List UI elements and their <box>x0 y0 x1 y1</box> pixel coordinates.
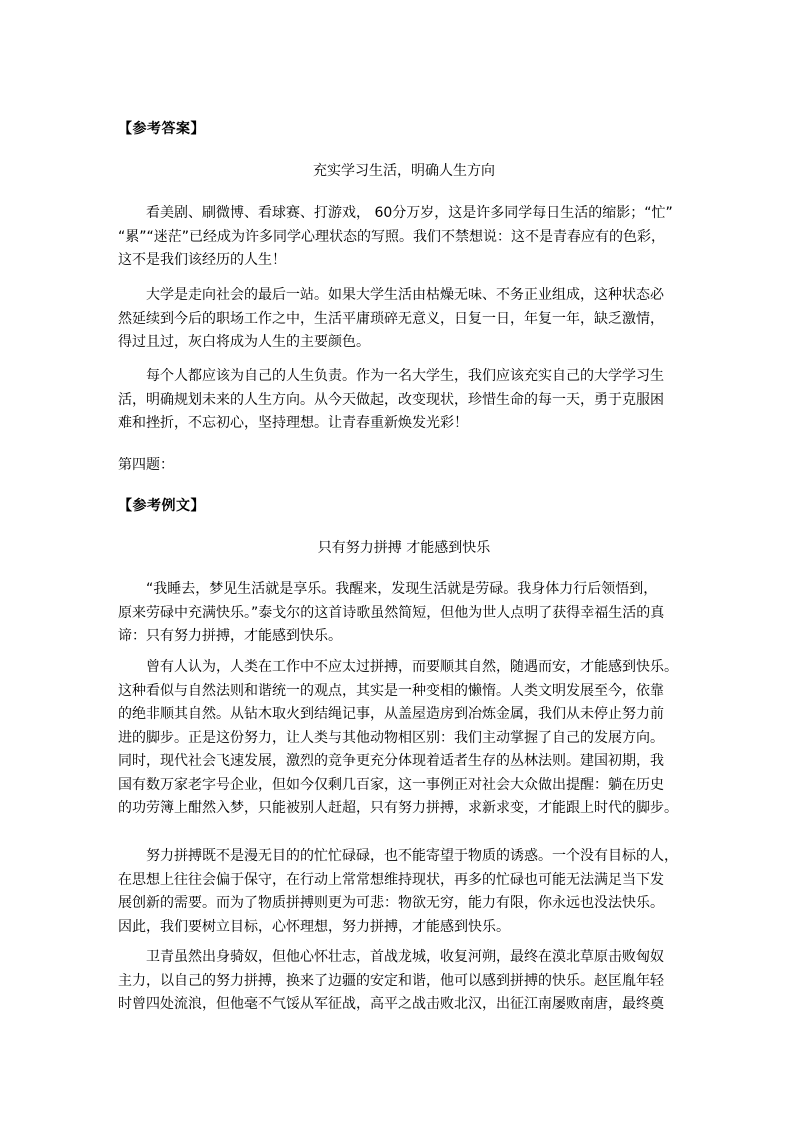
text-line: 这种看似与自然法则和谐统一的观点，其实是一种变相的懒惰。人类文明发展至今，依靠 <box>118 682 664 699</box>
text-line: 每个人都应该为自己的人生负责。作为一名大学生，我们应该充实自己的大学学习生 <box>146 368 664 384</box>
text-line: 的绝非顺其自然。从钻木取火到结绳记事，从盖屋造房到冶炼金属，我们从未停止努力前 <box>118 706 664 722</box>
essay1-paragraph-3 <box>118 365 690 436</box>
text-line: 的功劳簿上酣然入梦，只能被别人赶超，只有努力拼搏，求新求变，才能跟上时代的脚步。 <box>118 800 678 816</box>
question-label: 第四题： <box>118 457 174 473</box>
essay1-paragraph-2 <box>118 284 690 355</box>
text-line: 得过且过，灰白将成为人生的主要颜色。 <box>118 334 370 350</box>
answer-heading: 【参考答案】 <box>118 121 205 137</box>
essay1-paragraph-1 <box>118 202 690 273</box>
text-line: 卫青虽然出身骑奴，但他心怀壮志，首战龙城，收复河朔，最终在漠北草原击败匈奴 <box>146 949 664 965</box>
text-line: 曾有人认为，人类在工作中不应太过拼搏，而要顺其自然，随遇而安，才能感到快乐。 <box>146 659 678 675</box>
example-heading: 【参考例文】 <box>118 498 205 514</box>
text-line: 因此，我们要树立目标，心怀理想，努力拼搏，才能感到快乐。 <box>118 918 510 935</box>
text-line: 在思想上往往会偏于保守，在行动上常常想维持现状，再多的忙碌也可能无法满足当下发 <box>118 871 664 888</box>
essay2-paragraph-3 <box>118 845 690 939</box>
text-line: “累”“迷茫”已经成为许多同学心理状态的写照。我们不禁想说：这不是青春应有的色彩， <box>118 228 666 245</box>
text-line: 大学是走向社会的最后一站。如果大学生活由枯燥无味、不务正业组成，这种状态必 <box>146 287 664 303</box>
text-line: 谛：只有努力拼搏，才能感到快乐。 <box>118 628 342 644</box>
text-line: 然延续到今后的职场工作之中，生活平庸琐碎无意义，日复一日，年复一年，缺乏激情， <box>118 310 664 327</box>
essay2-paragraph-4 <box>118 946 690 1017</box>
text-line: 同时，现代社会飞速发展，激烈的竞争更充分体现着适者生存的丛林法则。建国初期，我 <box>118 753 664 769</box>
essay2-paragraph-2 <box>118 656 690 821</box>
text-line: 原来劳碌中充满快乐。”泰戈尔的这首诗歌虽然简短，但他为世人点明了获得幸福生活的真 <box>118 604 665 621</box>
essay2-title: 只有努力拼搏 才能感到快乐 <box>317 540 491 556</box>
text-line: 展创新的需要。而为了物质拼搏则更为可悲：物欲无穷，能力有限，你永远也没法快乐。 <box>118 895 664 911</box>
text-line: 看美剧、刷微博、看球赛、打游戏， 60分万岁，这是许多同学每日生活的缩影；“忙” <box>146 205 673 221</box>
text-line: 主力，以自己的努力拼搏，换来了边疆的安定和谐，他可以感到拼搏的快乐。赵匡胤年轻 <box>118 972 664 989</box>
text-line: 努力拼搏既不是漫无目的的忙忙碌碌，也不能寄望于物质的诱惑。一个没有目标的人， <box>146 848 678 864</box>
essay1-title: 充实学习生活，明确人生方向 <box>313 163 495 179</box>
text-line: 国有数万家老字号企业，但如今仅剩几百家，这一事例正对社会大众做出提醒：躺在历史 <box>118 776 664 793</box>
text-line: 进的脚步。正是这份努力，让人类与其他动物相区别：我们主动掌握了自己的发展方向。 <box>118 729 664 746</box>
text-line: 活，明确规划未来的人生方向。从今天做起，改变现状，珍惜生命的每一天，勇于克服困 <box>118 391 664 408</box>
text-line: 时曾四处流浪，但他毫不气馁从军征战，高平之战击败北汉，出征江南屡败南唐，最终奠 <box>118 996 664 1012</box>
text-line: 难和挫折，不忘初心，坚持理想。让青春重新焕发光彩！ <box>118 415 468 431</box>
essay2-paragraph-1 <box>118 578 690 649</box>
text-line: 这不是我们该经历的人生！ <box>118 252 286 268</box>
text-line: “我睡去，梦见生活就是享乐。我醒来，发现生活就是劳碌。我身体力行后领悟到， <box>146 581 658 597</box>
